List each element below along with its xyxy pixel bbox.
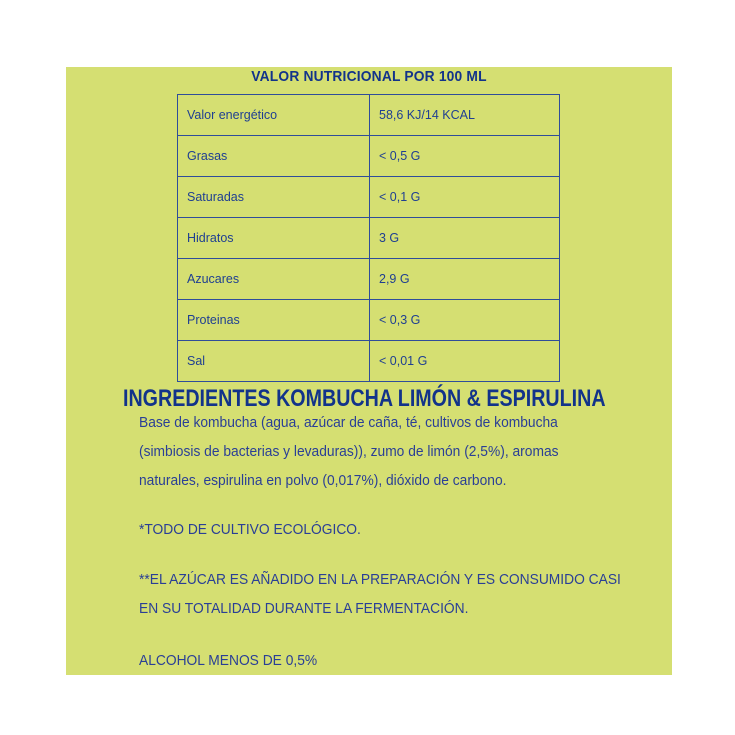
- organic-note: *TODO DE CULTIVO ECOLÓGICO.: [139, 521, 361, 538]
- table-row: [178, 300, 560, 341]
- nutrient-value: 3 G: [370, 218, 560, 259]
- label-panel: [66, 67, 672, 675]
- table-row: [178, 136, 560, 177]
- table-row: [178, 95, 560, 136]
- nutrient-label: Grasas: [178, 136, 370, 177]
- sugar-note-line-2: EN SU TOTALIDAD DURANTE LA FERMENTACIÓN.: [139, 600, 469, 617]
- nutrient-value: < 0,01 G: [370, 341, 560, 382]
- ingredients-line-3: naturales, espirulina en polvo (0,017%), dióxido de carbono.: [139, 472, 507, 489]
- nutrient-value: < 0,5 G: [370, 136, 560, 177]
- nutrient-value: < 0,3 G: [370, 300, 560, 341]
- table-row: [178, 341, 560, 382]
- nutrient-label: Valor energético: [178, 95, 370, 136]
- alcohol-note: ALCOHOL MENOS DE 0,5%: [139, 652, 318, 669]
- ingredients-line-1: Base de kombucha (agua, azúcar de caña, té, cultivos de kombucha: [139, 414, 558, 431]
- nutrient-label: Saturadas: [178, 177, 370, 218]
- nutrient-label: Azucares: [178, 259, 370, 300]
- table-row: [178, 177, 560, 218]
- nutrient-label: Sal: [178, 341, 370, 382]
- nutrient-label: Proteinas: [178, 300, 370, 341]
- table-row: [178, 259, 560, 300]
- nutrition-title: VALOR NUTRICIONAL POR 100 ML: [251, 68, 487, 85]
- nutrition-table: [177, 94, 560, 382]
- nutrient-label: Hidratos: [178, 218, 370, 259]
- nutrient-value: 2,9 G: [370, 259, 560, 300]
- ingredients-line-2: (simbiosis de bacterias y levaduras)), zumo de limón (2,5%), aromas: [139, 443, 559, 460]
- nutrient-value: 58,6 KJ/14 KCAL: [370, 95, 560, 136]
- sugar-note-line-1: **EL AZÚCAR ES AÑADIDO EN LA PREPARACIÓN Y ES CONSUMIDO CASI: [139, 571, 621, 588]
- ingredients-title: INGREDIENTES KOMBUCHA LIMÓN & ESPIRULINA: [123, 385, 606, 412]
- nutrient-value: < 0,1 G: [370, 177, 560, 218]
- table-row: [178, 218, 560, 259]
